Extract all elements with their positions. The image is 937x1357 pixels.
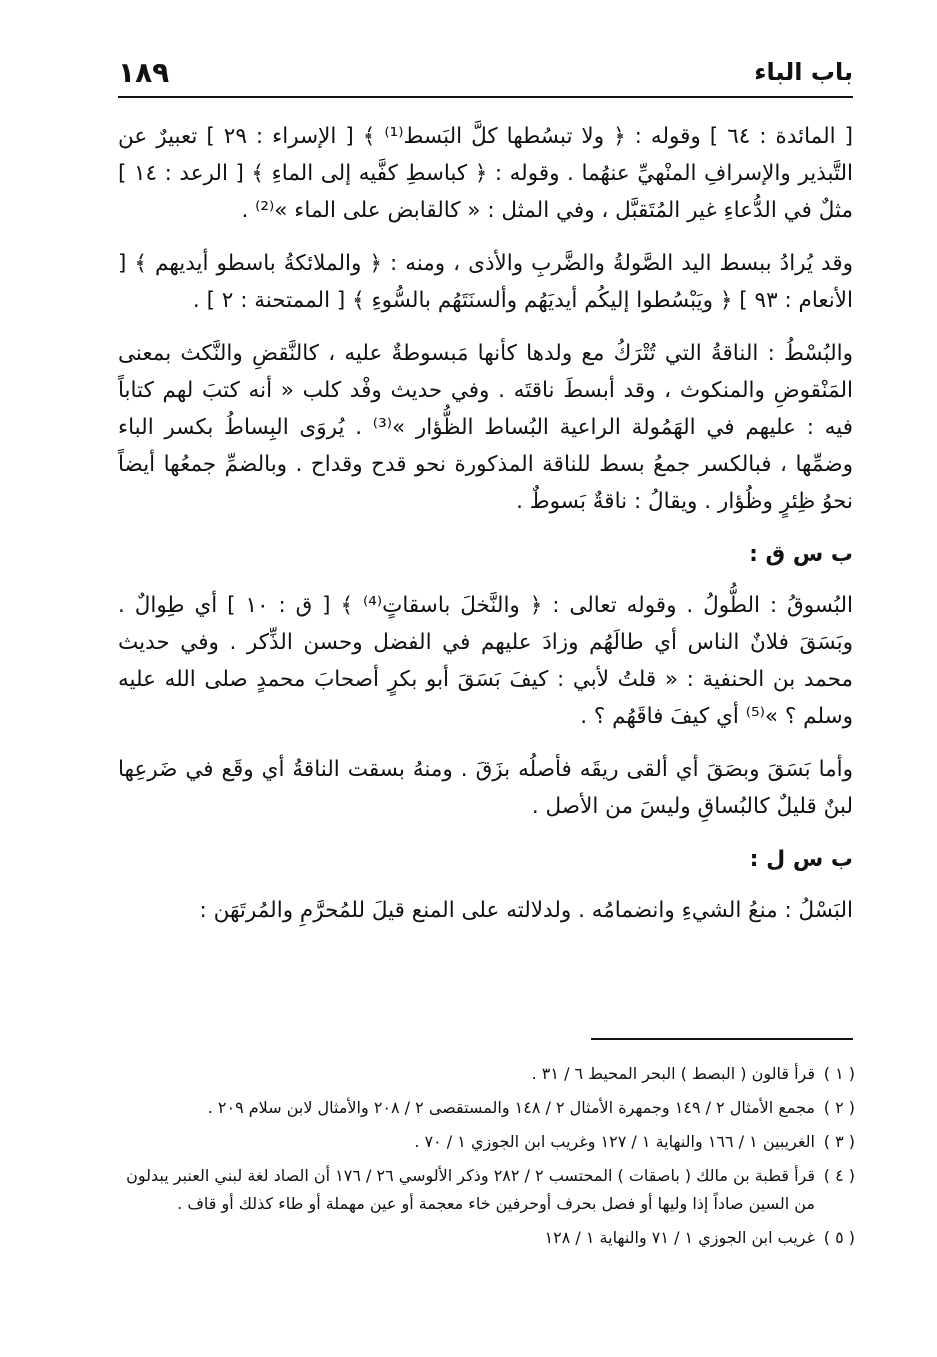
footnote-text: قرأ قطبة بن مالك ( باصقات ) المحتسب ٢ / ٢٨٢ وذكر الألوسي ٢٦ / ١٧٦ أن الصاد لغة لبني العنبر يبدلون من السين صاداً إذا وليها أو فصل بحرف أوحرفين خاء معجمة أو عين مهملة أو طاء كذلك أو قاف . <box>126 1166 815 1213</box>
footnote-divider <box>591 1038 853 1040</box>
footnote <box>118 1060 855 1088</box>
paragraph: البُسوقُ : الطُّولُ . وقوله تعالى : ﴿ والنَّخلَ باسقاتٍ⁽⁴⁾ ﴾ [ ق : ١٠ ] أي طِوالٌ . وبَسَقَ فلانٌ الناس أي طالَهُم وزادَ عليهم في الفضل وحسن الذِّكر . وفي حديث محمد بن الحنفية : « قلتُ لأبي : كيفَ بَسَقَ أبو بكرٍ أصحابَ محمدٍ صلى الله عليه وسلم ؟ »⁽⁵⁾ أي كيفَ فاقَهُم ؟ . <box>118 593 853 729</box>
footnote-text: قرأ قالون ( البصط ) البحر المحيط ٦ / ٣١ . <box>531 1064 815 1083</box>
footnote <box>118 1224 855 1252</box>
footnote-text: مجمع الأمثال ٢ / ١٤٩ وجمهرة الأمثال ٢ / ١٤٨ والمستقصى ٢ / ٢٠٨ والأمثال لابن سلام ٢٠٩ . <box>207 1098 815 1117</box>
footnote-number: ( ٣ ) <box>823 1132 855 1151</box>
footnote-number: ( ١ ) <box>823 1064 855 1083</box>
footnote <box>118 1162 855 1218</box>
entry-heading: ب س ق : <box>749 542 853 567</box>
footnote-number: ( ٥ ) <box>823 1228 855 1247</box>
footnotes <box>118 1060 855 1258</box>
paragraph: البَسْلُ : منعُ الشيءِ وانضمامُه . ولدلالته على المنع قيلَ للمُحرَّمِ والمُرتَهَن : <box>199 898 853 923</box>
page-number: ١٨٩ <box>118 56 170 89</box>
page-header <box>118 52 853 98</box>
chapter-title: باب الباء <box>754 58 853 86</box>
footnote <box>118 1128 855 1156</box>
footnote-text: غريب ابن الجوزي ١ / ٧١ والنهاية ١ / ١٢٨ <box>544 1228 815 1247</box>
paragraph: وأما بَسَقَ وبصَقَ أي ألقى ريقَه فأصلُه بزَقَ . ومنهُ بسقت الناقةُ أي وقَع في ضَرعِها لبنٌ قليلٌ كالبُساقِ وليسَ من الأصل . <box>118 757 853 819</box>
footnote-number: ( ٢ ) <box>823 1098 855 1117</box>
paragraph: [ المائدة : ٦٤ ] وقوله : ﴿ ولا تبسُطها كلَّ البَسط⁽¹⁾ ﴾ [ الإسراء : ٢٩ ] تعبيرٌ عن التَّبذير والإسرافِ المنْهيِّ عنهُما . وقوله : ﴿ كباسطِ كفَّيه إلى الماءِ ﴾ [ الرعد : ١٤ ] مثلٌ في الدُّعاءِ غير المُتَقبَّل ، وفي المثل : « كالقابض على الماء »⁽²⁾ . <box>118 124 853 223</box>
entry-heading: ب س ل : <box>749 847 853 872</box>
footnote-text: الغريبين ١ / ١٦٦ والنهاية ١ / ١٢٧ وغريب ابن الجوزي ١ / ٧٠ . <box>414 1132 815 1151</box>
footnote-number: ( ٤ ) <box>823 1166 855 1185</box>
footnote <box>118 1094 855 1122</box>
paragraph: والبُسْطُ : الناقةُ التي تُتْرَكُ مع ولدها كأنها مَبسوطةٌ عليه ، كالنَّقضِ والنَّكث بمعنى المَنْقوضِ والمنكوث ، وقد أبسطَ ناقتَه . وفي حديث وفْد كلب « أنه كتبَ لهم كتاباً فيه : عليهم في الهَمُولة الراعية البُساط الظُّؤار »⁽³⁾ . يُروَى البِساطُ بكسر الباء وضمِّها ، فبالكسر جمعُ بسط للناقة المذكورة نحو قدح وقداح . وبالضمِّ جمعُها أيضاً نحوُ ظِئرٍ وظُؤار . ويقالُ : ناقةٌ بَسوطٌ . <box>118 341 853 514</box>
main-text <box>118 118 853 945</box>
paragraph: وقد يُرادُ ببسط اليد الصَّولةُ والضَّربِ والأذى ، ومنه : ﴿ والملائكةُ باسطو أيديهم ﴾ [ الأنعام : ٩٣ ] ﴿ ويَبْسُطوا إليكُم أيديَهُم وألسنَتَهُم بالسُّوءِ ﴾ [ الممتحنة : ٢ ] . <box>118 251 853 313</box>
